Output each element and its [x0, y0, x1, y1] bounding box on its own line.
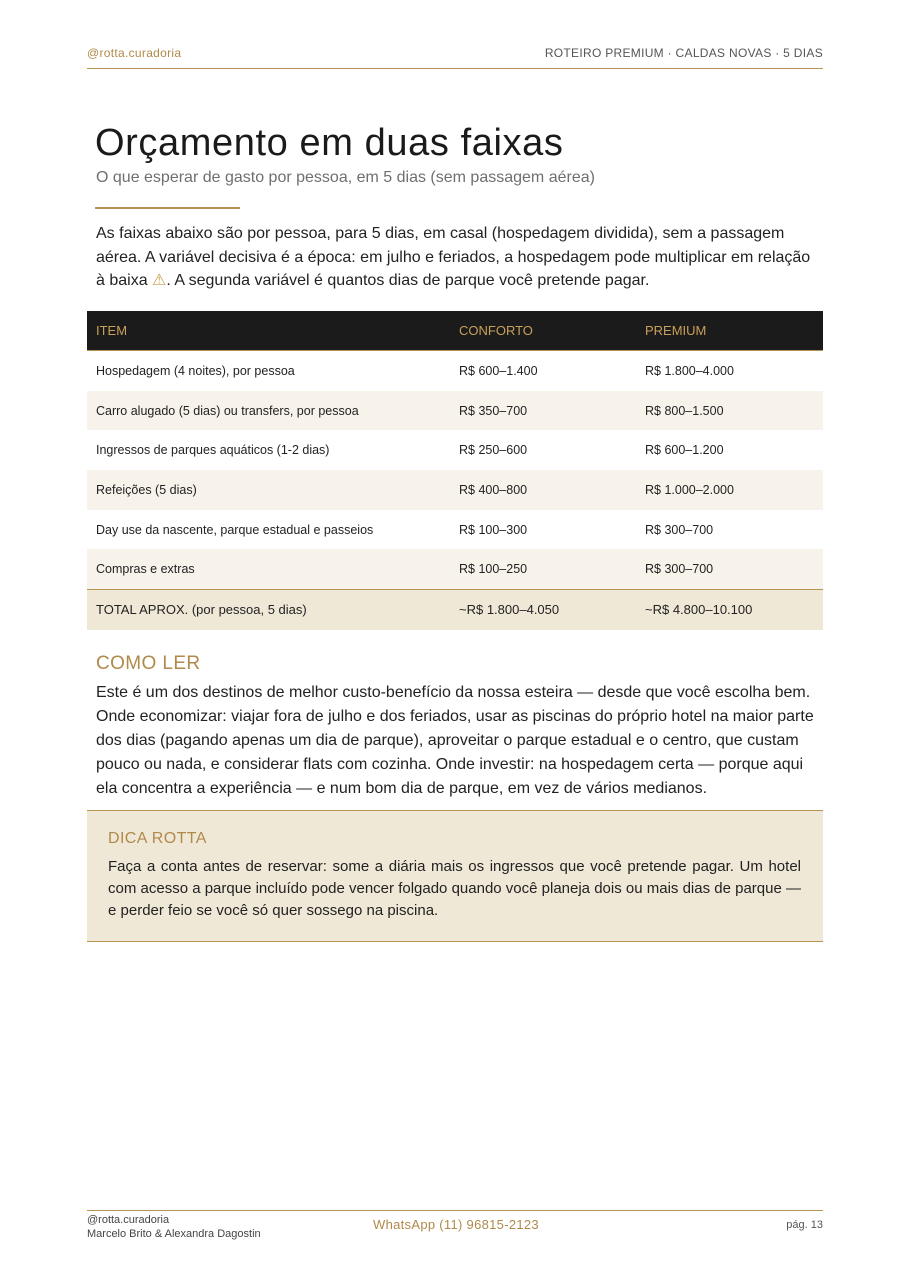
footer-left	[87, 1213, 261, 1241]
page-subtitle: O que esperar de gasto por pessoa, em 5 dias (sem passagem aérea)	[96, 169, 595, 186]
cell-conforto: R$ 100–300	[459, 522, 528, 537]
total-label: TOTAL APROX. (por pessoa, 5 dias)	[87, 590, 450, 630]
cell-conforto: R$ 350–700	[450, 391, 636, 431]
intro-paragraph	[96, 222, 816, 293]
cell-premium: R$ 300–700	[645, 522, 714, 537]
cell-item: Compras e extras	[87, 549, 450, 589]
budget-table	[87, 311, 823, 630]
cell-premium: R$ 1.000–2.000	[636, 470, 823, 510]
cell-premium: R$ 1.800–4.000	[645, 363, 734, 378]
col-header-item: ITEM	[87, 311, 450, 351]
table-row	[87, 549, 823, 589]
table-row	[87, 510, 823, 550]
col-header-conforto: CONFORTO	[450, 311, 636, 351]
cell-conforto: R$ 250–600	[459, 443, 528, 458]
cell-premium: R$ 800–1.500	[636, 391, 823, 431]
tip-text: Faça a conta antes de reservar: some a diária mais os ingressos que você pretende pagar. Um hotel com acesso a parque incluído pode vencer folgado quando você planeja dois ou mais dias de parque — e perder feio se você só quer sossego na piscina.	[108, 858, 801, 919]
tip-box	[87, 810, 823, 942]
page-footer	[87, 1210, 823, 1251]
tip-title: DICA ROTTA	[108, 830, 207, 847]
total-conforto: ~R$ 1.800–4.050	[450, 590, 636, 630]
como-ler-heading: COMO LER	[96, 653, 201, 674]
cell-item: Ingressos de parques aquáticos (1-2 dias)	[96, 443, 330, 458]
page-number: pág. 13	[786, 1219, 823, 1231]
warning-icon: ⚠	[152, 272, 167, 289]
table-row	[87, 391, 823, 431]
cell-premium: R$ 300–700	[636, 549, 823, 589]
como-ler-text: Este é um dos destinos de melhor custo-benefício da nossa esteira — desde que você escolha bem. Onde economizar: viajar fora de julho e dos feriados, usar as piscinas do próprio hotel na maior parte dos dias (pagando apenas um dia de parque), aproveitar o parque estadual e o centro, que custam pouco ou nada, e considerar flats com cozinha. Onde investir: na hospedagem certa — porque aqui ela concentra a experiência — e num bom dia de parque, em vez de vários medianos.	[96, 684, 814, 797]
total-premium: ~R$ 4.800–10.100	[636, 590, 823, 630]
page-title: Orçamento em duas faixas	[95, 122, 564, 164]
header-handle: @rotta.curadoria	[87, 46, 182, 60]
cell-premium: R$ 600–1.200	[645, 443, 724, 458]
table-total-row	[87, 590, 823, 630]
table-row	[87, 351, 823, 391]
col-header-premium: PREMIUM	[636, 311, 823, 351]
header-doc-title: ROTEIRO PREMIUM · CALDAS NOVAS · 5 DIAS	[544, 46, 823, 60]
cell-conforto: R$ 400–800	[450, 470, 636, 510]
cell-item: Refeições (5 dias)	[87, 470, 450, 510]
cell-item: Hospedagem (4 noites), por pessoa	[96, 363, 295, 378]
cell-conforto: R$ 600–1.400	[459, 363, 538, 378]
footer-whatsapp: WhatsApp (11) 96815-2123	[373, 1217, 539, 1232]
intro-text-before: As faixas abaixo são por pessoa, para 5 dias, em casal (hospedagem dividida), sem a passagem aérea. A variável decisiva é a época: em julho e feriados, a hospedagem pode multiplicar em relação à baixa	[96, 225, 811, 289]
cell-conforto: R$ 100–250	[450, 549, 636, 589]
table-header-row	[87, 311, 823, 351]
cell-item: Day use da nascente, parque estadual e passeios	[96, 522, 374, 537]
title-divider	[95, 207, 240, 209]
cell-item: Carro alugado (5 dias) ou transfers, por pessoa	[87, 391, 450, 431]
table-row	[87, 470, 823, 510]
intro-text-after: . A segunda variável é quantos dias de parque você pretende pagar.	[166, 272, 650, 289]
page-header	[87, 46, 823, 69]
footer-handle: @rotta.curadoria	[87, 1214, 170, 1226]
footer-authors: Marcelo Brito & Alexandra Dagostin	[87, 1228, 261, 1240]
table-row	[87, 430, 823, 470]
